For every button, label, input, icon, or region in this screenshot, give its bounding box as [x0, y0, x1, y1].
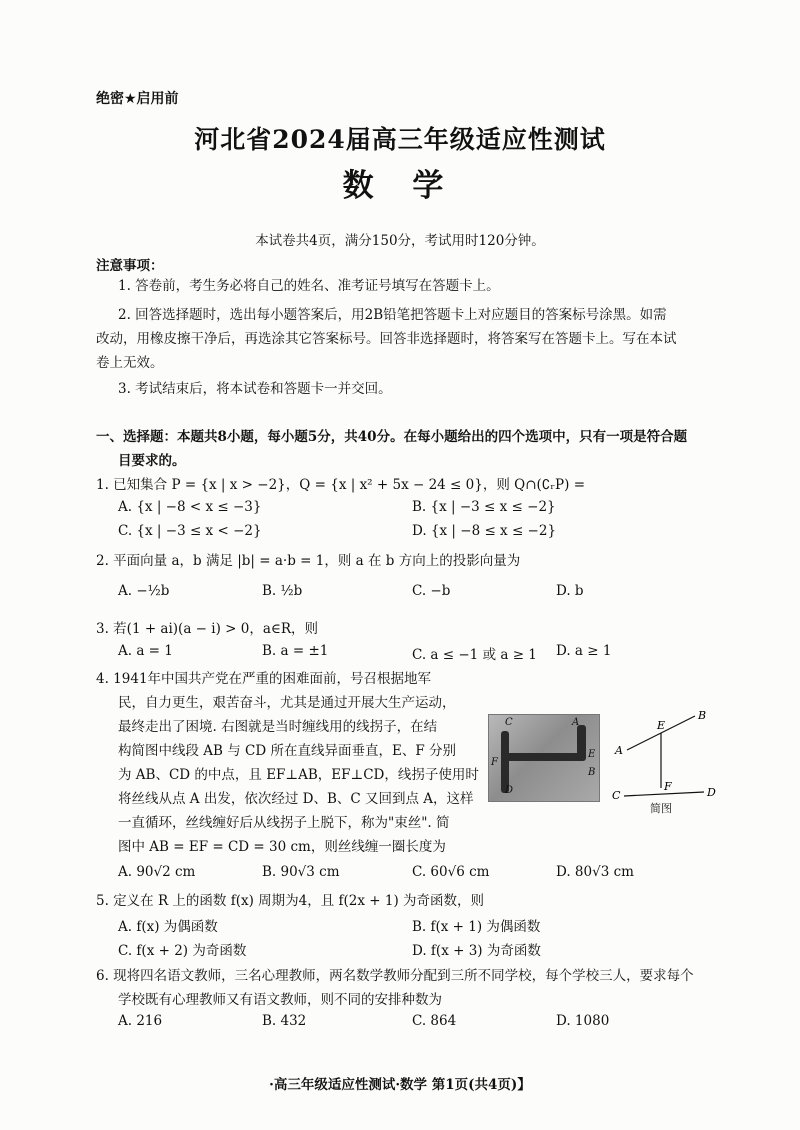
- q2-option-d: D. b: [556, 583, 584, 599]
- q2-option-c: C. −b: [412, 583, 451, 599]
- notes-heading: 注意事项：: [96, 258, 164, 274]
- page-footer: ·高三年级适应性测试·数学 第1页(共4页)】: [269, 1077, 531, 1093]
- q5-option-a: A. f(x) 为偶函数: [118, 919, 218, 935]
- q4-stem-line-4: 构简图中线段 AB 与 CD 所在直线异面垂直，E、F 分别: [118, 743, 457, 759]
- q4-stem-line-3: 最终走出了困境. 右图就是当时缠线用的线拐子，在结: [118, 719, 438, 735]
- q4-stem-line-8: 图中 AB = EF = CD = 30 cm，则丝线缠一圈长度为: [118, 839, 446, 855]
- q5-option-b: B. f(x + 1) 为偶函数: [412, 919, 541, 935]
- thread-winder-photo: [488, 714, 600, 802]
- photo-label-d: D: [505, 785, 514, 796]
- photo-post-right: [577, 725, 586, 761]
- note-2-line-3: 卷上无效。: [96, 355, 164, 371]
- q1-option-d: D. {x | −8 ≤ x ≤ −2}: [412, 523, 557, 539]
- q6-option-a: A. 216: [118, 1013, 163, 1029]
- diagram-label-c: C: [612, 789, 621, 802]
- q1-stem: 1. 已知集合 P = {x | x > −2}，Q = {x | x² + 5x − 24 ≤ 0}，则 Q∩(∁ᵣP) =: [96, 477, 585, 493]
- exam-info: 本试卷共4页，满分150分，考试用时120分钟。: [255, 233, 545, 249]
- q3-stem: 3. 若(1 + ai)(a − i) > 0，a∈R，则: [96, 621, 319, 637]
- q2-option-b: B. ½b: [262, 583, 303, 599]
- photo-label-b: B: [588, 767, 596, 778]
- q4-stem-line-6: 将丝线从点 A 出发，依次经过 D、B、C 又回到点 A，这样: [118, 791, 474, 807]
- q5-option-c: C. f(x + 2) 为奇函数: [118, 943, 247, 959]
- q5-option-d: D. f(x + 3) 为奇函数: [412, 943, 541, 959]
- q2-option-a: A. −½b: [118, 583, 170, 599]
- q4-option-a: A. 90√2 cm: [118, 864, 196, 880]
- diagram-label-a: A: [615, 744, 623, 757]
- q3-option-a: A. a = 1: [118, 643, 173, 659]
- note-3: 3. 考试结束后，将本试卷和答题卡一并交回。: [118, 381, 392, 397]
- diagram-label-e: E: [657, 719, 666, 732]
- q1-option-c: C. {x | −3 ≤ x < −2}: [118, 523, 262, 539]
- q4-option-b: B. 90√3 cm: [262, 864, 340, 880]
- diagram-label-d: D: [707, 786, 716, 799]
- q2-stem: 2. 平面向量 a，b 满足 |b| = a·b = 1，则 a 在 b 方向上的投影向量为: [96, 553, 521, 569]
- q3-option-d: D. a ≥ 1: [556, 643, 612, 659]
- q3-option-b: B. a = ±1: [262, 643, 329, 659]
- q6-stem-line-1: 6. 现将四名语文教师，三名心理教师，两名数学教师分配到三所不同学校，每个学校三人，要求每个: [96, 968, 694, 984]
- q6-option-c: C. 864: [412, 1013, 457, 1029]
- q4-option-d: D. 80√3 cm: [556, 864, 634, 880]
- photo-crossbar: [503, 753, 583, 761]
- q4-option-c: C. 60√6 cm: [412, 864, 490, 880]
- confidential-mark: 绝密★启用前: [96, 91, 179, 107]
- q4-structure-diagram: [612, 706, 724, 802]
- q5-stem: 5. 定义在 R 上的函数 f(x) 周期为4，且 f(2x + 1) 为奇函数，则: [96, 893, 485, 909]
- q4-stem-line-5: 为 AB、CD 的中点，且 EF⊥AB，EF⊥CD，线拐子使用时: [118, 767, 479, 783]
- note-2-line-2: 改动，用橡皮擦干净后，再选涂其它答案标号。回答非选择题时，将答案写在答题卡上。写在本试: [96, 331, 677, 347]
- q6-stem-line-2: 学校既有心理教师又有语文教师，则不同的安排种数为: [118, 992, 442, 1008]
- q6-option-b: B. 432: [262, 1013, 307, 1029]
- q6-option-d: D. 1080: [556, 1013, 610, 1029]
- subject-title: 数 学: [342, 168, 458, 204]
- photo-post-left: [501, 731, 509, 793]
- q4-stem-line-2: 民，自力更生，艰苦奋斗，尤其是通过开展大生产运动，: [118, 695, 456, 711]
- photo-label-e: E: [588, 749, 596, 760]
- q3-option-c: C. a ≤ −1 或 a ≥ 1: [412, 647, 537, 663]
- diagram-label-b: B: [698, 709, 707, 722]
- exam-title: 河北省2024届高三年级适应性测试: [194, 125, 606, 154]
- section-1-heading-line-2: 目要求的。: [118, 453, 186, 469]
- note-2-line-1: 2. 回答选择题时，选出每小题答案后，用2B铅笔把答题卡上对应题目的答案标号涂黑。如需: [118, 307, 667, 323]
- q4-stem-line-7: 一直循环，丝线缠好后从线拐子上脱下，称为"束丝". 简: [118, 815, 450, 831]
- q4-stem-line-1: 4. 1941年中国共产党在严重的困难面前，号召根据地军: [96, 671, 432, 687]
- q1-option-a: A. {x | −8 < x ≤ −3}: [118, 499, 262, 515]
- diagram-label-f: F: [664, 780, 672, 793]
- photo-label-a: A: [572, 717, 580, 728]
- photo-label-f: F: [491, 757, 498, 768]
- figure-caption: 简图: [650, 802, 672, 815]
- photo-label-c: C: [505, 717, 513, 728]
- section-1-heading-line-1: 一、选择题：本题共8小题，每小题5分，共40分。在每小题给出的四个选项中，只有一项是符合题: [96, 429, 688, 445]
- note-1: 1. 答卷前，考生务必将自己的姓名、准考证号填写在答题卡上。: [118, 278, 500, 294]
- q1-option-b: B. {x | −3 ≤ x ≤ −2}: [412, 499, 556, 515]
